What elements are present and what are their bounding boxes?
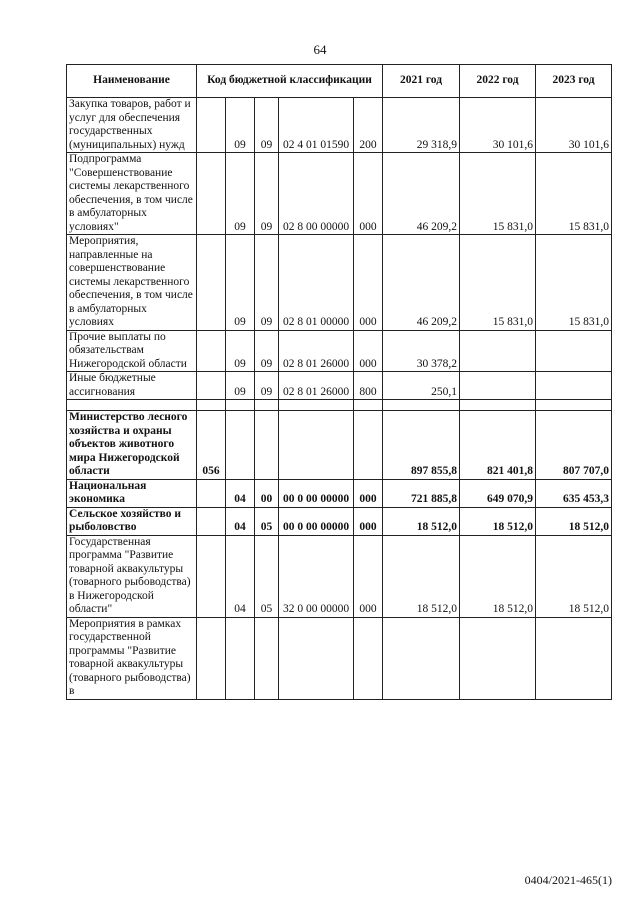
expense-type-cell: 000 bbox=[354, 479, 383, 507]
amount-2022-cell: 649 070,9 bbox=[460, 479, 536, 507]
expense-type-cell bbox=[354, 400, 383, 411]
expense-type-cell bbox=[354, 617, 383, 699]
ministry-code-cell bbox=[197, 98, 226, 153]
ministry-code-cell bbox=[197, 400, 226, 411]
amount-2022-cell: 821 401,8 bbox=[460, 411, 536, 480]
table-header-row bbox=[67, 65, 612, 98]
header-code: Код бюджетной классификации bbox=[197, 65, 383, 98]
ministry-code-cell bbox=[197, 535, 226, 617]
amount-2021-cell: 29 318,9 bbox=[383, 98, 460, 153]
row-name-cell: Мероприятия в рамках государственной программы "Развитие товарной аквакультуры (товарного рыбоводства) в bbox=[67, 617, 197, 699]
row-name-cell bbox=[67, 400, 197, 411]
expense-type-cell: 000 bbox=[354, 535, 383, 617]
budget-table bbox=[66, 64, 612, 700]
ministry-code-cell bbox=[197, 507, 226, 535]
amount-2023-cell: 635 453,3 bbox=[536, 479, 612, 507]
ministry-code-cell: 056 bbox=[197, 411, 226, 480]
table-row bbox=[67, 617, 612, 699]
row-name-cell: Национальная экономика bbox=[67, 479, 197, 507]
amount-2021-cell bbox=[383, 400, 460, 411]
subsection-code-cell: 05 bbox=[255, 507, 279, 535]
row-name-cell: Министерство лесного хозяйства и охраны объектов животного мира Нижегородской области bbox=[67, 411, 197, 480]
target-article-cell: 32 0 00 00000 bbox=[279, 535, 354, 617]
expense-type-cell: 000 bbox=[354, 330, 383, 372]
amount-2021-cell: 46 209,2 bbox=[383, 235, 460, 331]
row-name-cell: Закупка товаров, работ и услуг для обеспечения государственных (муниципальных) нужд bbox=[67, 98, 197, 153]
section-code-cell bbox=[226, 617, 255, 699]
amount-2021-cell: 250,1 bbox=[383, 372, 460, 400]
target-article-cell: 00 0 00 00000 bbox=[279, 507, 354, 535]
row-name-cell: Прочие выплаты по обязательствам Нижегородской области bbox=[67, 330, 197, 372]
amount-2022-cell bbox=[460, 400, 536, 411]
expense-type-cell: 200 bbox=[354, 98, 383, 153]
amount-2022-cell: 30 101,6 bbox=[460, 98, 536, 153]
ministry-code-cell bbox=[197, 153, 226, 235]
document-code: 0404/2021-465(1) bbox=[524, 873, 612, 887]
amount-2023-cell: 30 101,6 bbox=[536, 98, 612, 153]
page-number: 64 bbox=[313, 42, 327, 57]
ministry-code-cell bbox=[197, 372, 226, 400]
table-row bbox=[67, 535, 612, 617]
amount-2023-cell: 15 831,0 bbox=[536, 153, 612, 235]
amount-2022-cell bbox=[460, 372, 536, 400]
section-code-cell: 09 bbox=[226, 235, 255, 331]
amount-2021-cell bbox=[383, 617, 460, 699]
amount-2022-cell bbox=[460, 617, 536, 699]
header-2023: 2023 год bbox=[536, 65, 612, 98]
row-name-cell: Иные бюджетные ассигнования bbox=[67, 372, 197, 400]
amount-2023-cell: 18 512,0 bbox=[536, 535, 612, 617]
expense-type-cell: 000 bbox=[354, 507, 383, 535]
expense-type-cell bbox=[354, 411, 383, 480]
table-row bbox=[67, 507, 612, 535]
table-row bbox=[67, 479, 612, 507]
section-code-cell: 09 bbox=[226, 330, 255, 372]
header-name: Наименование bbox=[67, 65, 197, 98]
row-name-cell: Подпрограмма "Совершенствование системы лекарственного обеспечения, в том числе в амбулаторных условиях" bbox=[67, 153, 197, 235]
target-article-cell: 02 8 01 26000 bbox=[279, 330, 354, 372]
subsection-code-cell bbox=[255, 411, 279, 480]
section-code-cell bbox=[226, 400, 255, 411]
section-code-cell: 09 bbox=[226, 98, 255, 153]
section-code-cell: 04 bbox=[226, 507, 255, 535]
target-article-cell bbox=[279, 617, 354, 699]
amount-2022-cell: 15 831,0 bbox=[460, 235, 536, 331]
table-row bbox=[67, 330, 612, 372]
amount-2021-cell: 721 885,8 bbox=[383, 479, 460, 507]
amount-2023-cell bbox=[536, 372, 612, 400]
subsection-code-cell: 09 bbox=[255, 235, 279, 331]
subsection-code-cell: 09 bbox=[255, 153, 279, 235]
subsection-code-cell: 00 bbox=[255, 479, 279, 507]
target-article-cell bbox=[279, 411, 354, 480]
ministry-code-cell bbox=[197, 235, 226, 331]
amount-2022-cell: 18 512,0 bbox=[460, 507, 536, 535]
subsection-code-cell: 05 bbox=[255, 535, 279, 617]
subsection-code-cell: 09 bbox=[255, 330, 279, 372]
section-code-cell: 09 bbox=[226, 372, 255, 400]
section-code-cell bbox=[226, 411, 255, 480]
table-body bbox=[67, 98, 612, 700]
amount-2023-cell: 807 707,0 bbox=[536, 411, 612, 480]
amount-2021-cell: 46 209,2 bbox=[383, 153, 460, 235]
amount-2023-cell bbox=[536, 330, 612, 372]
header-2021: 2021 год bbox=[383, 65, 460, 98]
amount-2021-cell: 897 855,8 bbox=[383, 411, 460, 480]
amount-2023-cell: 15 831,0 bbox=[536, 235, 612, 331]
row-name-cell: Мероприятия, направленные на совершенствование системы лекарственного обеспечения, в том числе в амбулаторных условиях bbox=[67, 235, 197, 331]
table-row bbox=[67, 235, 612, 331]
target-article-cell: 00 0 00 00000 bbox=[279, 479, 354, 507]
row-name-cell: Государственная программа "Развитие товарной аквакультуры (товарного рыбоводства) в Нижегородской области" bbox=[67, 535, 197, 617]
subsection-code-cell: 09 bbox=[255, 98, 279, 153]
expense-type-cell: 800 bbox=[354, 372, 383, 400]
table-row bbox=[67, 153, 612, 235]
target-article-cell bbox=[279, 400, 354, 411]
amount-2022-cell: 18 512,0 bbox=[460, 535, 536, 617]
section-code-cell: 04 bbox=[226, 479, 255, 507]
section-code-cell: 04 bbox=[226, 535, 255, 617]
amount-2023-cell: 18 512,0 bbox=[536, 507, 612, 535]
spacer-row bbox=[67, 400, 612, 411]
target-article-cell: 02 8 00 00000 bbox=[279, 153, 354, 235]
amount-2022-cell bbox=[460, 330, 536, 372]
section-code-cell: 09 bbox=[226, 153, 255, 235]
amount-2023-cell bbox=[536, 617, 612, 699]
target-article-cell: 02 4 01 01590 bbox=[279, 98, 354, 153]
expense-type-cell: 000 bbox=[354, 235, 383, 331]
amount-2023-cell bbox=[536, 400, 612, 411]
ministry-code-cell bbox=[197, 330, 226, 372]
ministry-code-cell bbox=[197, 479, 226, 507]
target-article-cell: 02 8 01 00000 bbox=[279, 235, 354, 331]
table-row bbox=[67, 98, 612, 153]
row-name-cell: Сельское хозяйство и рыболовство bbox=[67, 507, 197, 535]
expense-type-cell: 000 bbox=[354, 153, 383, 235]
amount-2021-cell: 18 512,0 bbox=[383, 507, 460, 535]
table-row bbox=[67, 411, 612, 480]
subsection-code-cell: 09 bbox=[255, 372, 279, 400]
target-article-cell: 02 8 01 26000 bbox=[279, 372, 354, 400]
header-2022: 2022 год bbox=[460, 65, 536, 98]
table-row bbox=[67, 372, 612, 400]
amount-2021-cell: 30 378,2 bbox=[383, 330, 460, 372]
ministry-code-cell bbox=[197, 617, 226, 699]
amount-2021-cell: 18 512,0 bbox=[383, 535, 460, 617]
amount-2022-cell: 15 831,0 bbox=[460, 153, 536, 235]
subsection-code-cell bbox=[255, 400, 279, 411]
subsection-code-cell bbox=[255, 617, 279, 699]
